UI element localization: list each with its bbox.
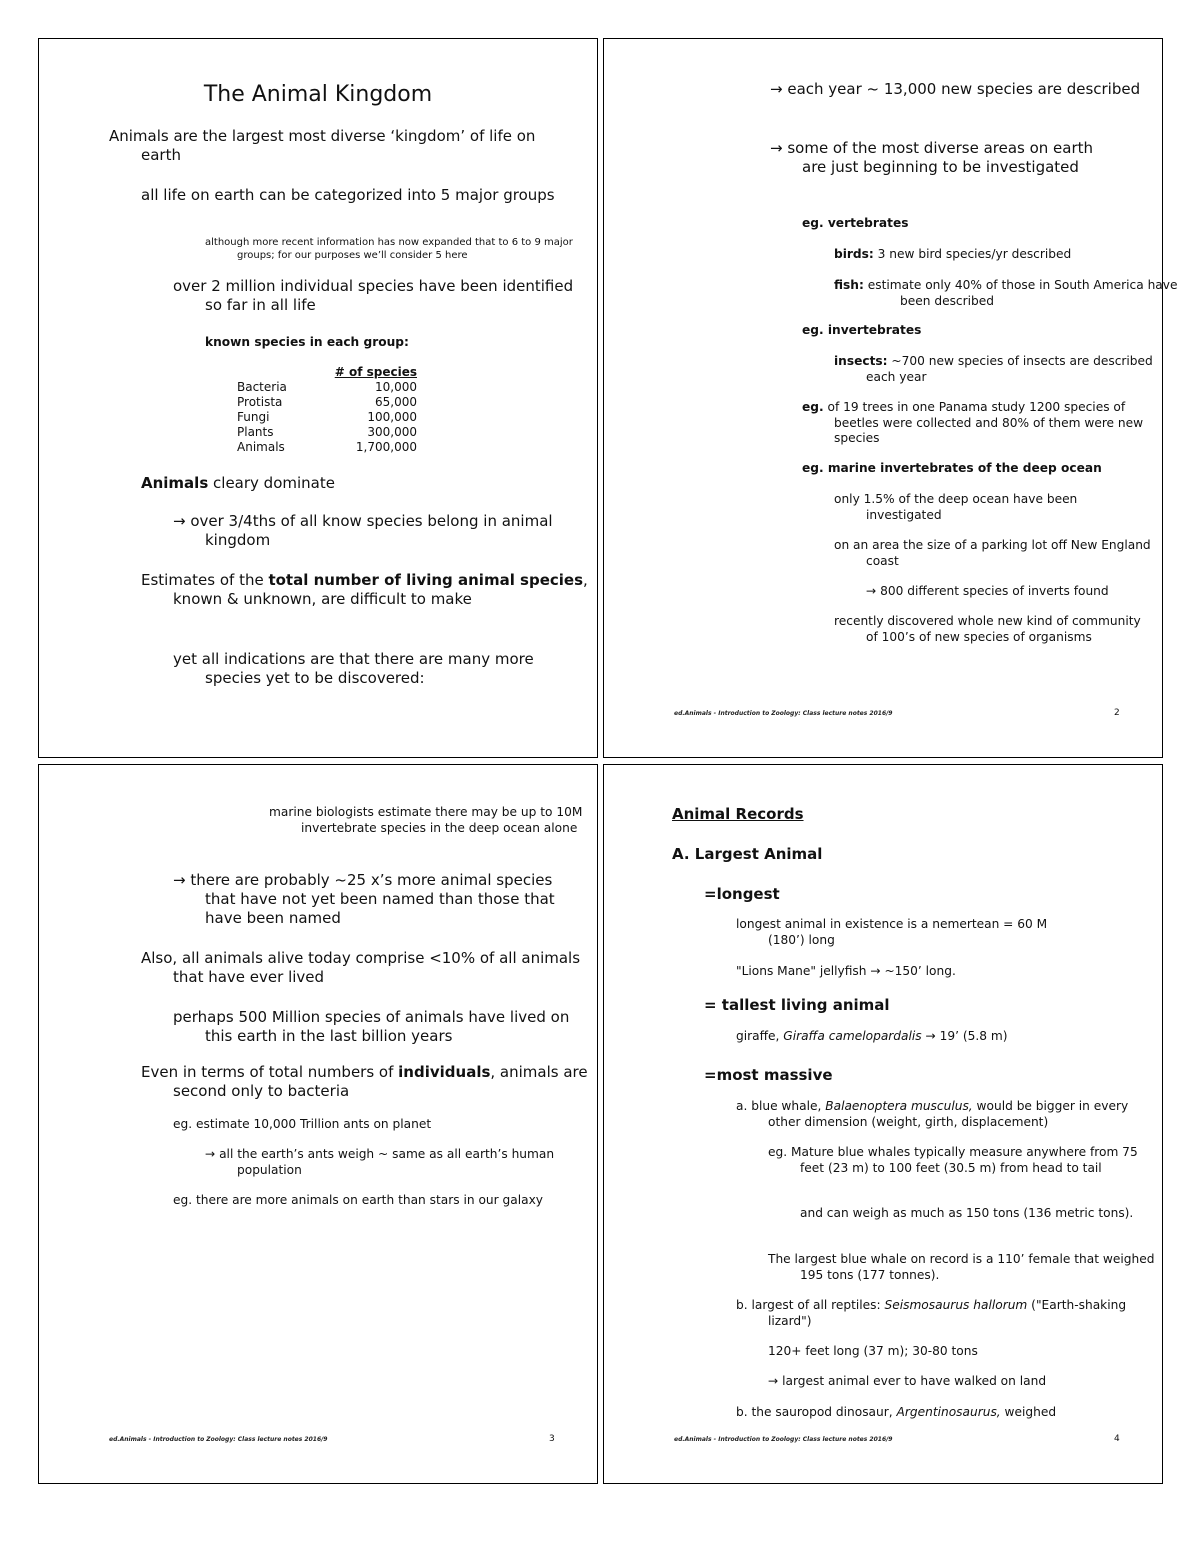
ants-text: eg. estimate 10,000 Trillion ants on planet <box>173 1117 432 1131</box>
estimates-pre: Estimates of the <box>141 571 269 589</box>
sauropod-text <box>736 1405 1056 1421</box>
blue-whale-text <box>736 1099 1158 1130</box>
ants-weigh-text: → all the earth’s ants weigh ~ same as all earth’s human population <box>205 1147 555 1177</box>
birds-text <box>834 247 1071 263</box>
table-row <box>237 410 417 425</box>
page-2 <box>603 38 1178 758</box>
reptiles-text <box>736 1298 1128 1329</box>
walked-text: → largest animal ever to have walked on land <box>768 1374 1047 1388</box>
page-4 <box>603 764 1163 1484</box>
whale-italic: Balaenoptera musculus, <box>825 1099 973 1113</box>
intro-text: Animals are the largest most diverse ‘kingdom’ of life on earth <box>109 127 536 165</box>
reptiles-post: ("Earth-shaking lizard") <box>768 1298 1127 1328</box>
table-cell: Bacteria <box>237 380 287 394</box>
whale-post: would be bigger in every other dimension (weight, girth, displacement) <box>768 1099 1129 1129</box>
groups-text: all life on earth can be categorized into 5 major groups <box>141 186 555 204</box>
jellyfish-text: "Lions Mane" jellyfish → ~150’ long. <box>736 964 956 978</box>
table-cell: 10,000 <box>375 380 417 394</box>
species-table-header: # of species <box>334 365 417 379</box>
longest-heading: =longest <box>704 885 780 903</box>
table-cell: Plants <box>237 425 274 439</box>
species-table <box>237 365 417 455</box>
even-bold: individuals <box>398 1063 491 1081</box>
trees-label: eg. <box>802 400 824 414</box>
also-text: Also, all animals alive today comprise <10% of all animals that have ever lived <box>141 949 581 987</box>
table-cell: Fungi <box>237 410 270 424</box>
trees-text <box>802 400 1164 447</box>
section-heading: Animal Records <box>672 805 804 823</box>
sauropod-post: weighed <box>1000 1405 1057 1419</box>
perhaps-text: perhaps 500 Million species of animals have lived on this earth in the last billion years <box>173 1008 570 1046</box>
dominate-rest: cleary dominate <box>208 474 335 492</box>
page-3 <box>38 764 598 1484</box>
parking-lot-text: on an area the size of a parking lot off New England coast <box>834 538 1151 568</box>
table-row <box>237 440 417 455</box>
each-year-text: → each year ~ 13,000 new species are described <box>770 80 1141 98</box>
estimates-text <box>141 571 593 609</box>
even-text <box>141 1063 593 1101</box>
table-cell: 300,000 <box>367 425 417 439</box>
tallest-heading: = tallest living animal <box>704 996 890 1014</box>
marine-biologists-text: marine biologists estimate there may be up to 10M invertebrate species in the deep ocean alone <box>269 805 583 835</box>
page-number: 4 <box>1114 1434 1120 1444</box>
largest-record-text: The largest blue whale on record is a 110’ female that weighed 195 tons (177 tonnes). <box>768 1252 1155 1282</box>
even-post: , animals are second only to bacteria <box>173 1063 588 1101</box>
yet-text: yet all indications are that there are many more species yet to be discovered: <box>173 650 534 688</box>
sauropod-italic: Argentinosaurus, <box>896 1405 1001 1419</box>
community-text: recently discovered whole new kind of community of 100’s of new species of organisms <box>834 614 1141 644</box>
eg-marine: eg. marine invertebrates of the deep ocean <box>802 461 1102 475</box>
page-footer: ed.Animals - Introduction to Zoology: Class lecture notes 2016/9 <box>674 710 893 717</box>
giraffe-post: → 19’ (5.8 m) <box>921 1029 1008 1043</box>
whale-pre: a. blue whale, <box>736 1099 826 1113</box>
trees-rest: of 19 trees in one Panama study 1200 species of beetles were collected and 80% of them were new species <box>823 400 1144 446</box>
known-heading: known species in each group: <box>205 335 409 349</box>
giraffe-pre: giraffe, <box>736 1029 784 1043</box>
fish-rest: estimate only 40% of those in South America have been described <box>863 278 1178 308</box>
page-number: 3 <box>549 1434 555 1444</box>
estimates-post: , known & unknown, are difficult to make <box>173 571 588 609</box>
dominate-bold: Animals <box>141 474 209 492</box>
dominate-text <box>141 474 335 493</box>
estimates-bold: total number of living animal species <box>268 571 584 589</box>
page-1 <box>38 38 598 758</box>
birds-rest: 3 new bird species/yr described <box>873 247 1072 261</box>
three-quarters-text: → over 3/4ths of all know species belong in animal kingdom <box>173 512 553 550</box>
probably-text: → there are probably ~25 x’s more animal species that have not yet been named than those that have been named <box>173 871 555 928</box>
even-pre: Even in terms of total numbers of <box>141 1063 399 1081</box>
deep-ocean-text: only 1.5% of the deep ocean have been investigated <box>834 492 1078 522</box>
page-number: 2 <box>1114 708 1120 718</box>
giraffe-text <box>736 1029 1007 1045</box>
reptiles-pre: b. largest of all reptiles: <box>736 1298 885 1312</box>
diverse-areas-text: → some of the most diverse areas on earth are just beginning to be investigated <box>770 139 1094 177</box>
eg-vertebrates: eg. vertebrates <box>802 216 909 230</box>
fish-text <box>834 278 1190 309</box>
weigh-text: and can weigh as much as 150 tons (136 metric tons). <box>800 1206 1134 1220</box>
eg-invertebrates: eg. invertebrates <box>802 323 922 337</box>
stars-text: eg. there are more animals on earth than stars in our galaxy <box>173 1193 543 1207</box>
feet-text: 120+ feet long (37 m); 30-80 tons <box>768 1344 978 1358</box>
table-cell: 100,000 <box>367 410 417 424</box>
insects-rest: ~700 new species of insects are described each year <box>866 354 1153 384</box>
groups-note: although more recent information has now expanded that to 6 to 9 major groups; for our purposes we’ll consider 5 here <box>205 237 573 261</box>
table-row <box>237 380 417 395</box>
inverts-found-text: → 800 different species of inverts found <box>866 584 1109 598</box>
page-footer: ed.Animals - Introduction to Zoology: Class lecture notes 2016/9 <box>109 1436 328 1443</box>
birds-label: birds: <box>834 247 874 261</box>
nemertean-text: longest animal in existence is a nemertean = 60 M (180’) long <box>736 917 1048 947</box>
sauropod-pre: b. the sauropod dinosaur, <box>736 1405 897 1419</box>
table-cell: 1,700,000 <box>355 440 417 454</box>
giraffe-italic: Giraffa camelopardalis <box>783 1029 922 1043</box>
page-title: The Animal Kingdom <box>203 82 433 107</box>
section-a-heading: A. Largest Animal <box>672 845 823 863</box>
table-cell: 65,000 <box>375 395 417 409</box>
insects-text <box>834 354 1156 385</box>
table-row <box>237 395 417 410</box>
most-massive-heading: =most massive <box>704 1066 833 1084</box>
table-row <box>237 425 417 440</box>
identified-text: over 2 million individual species have been identified so far in all life <box>173 277 574 315</box>
table-cell: Animals <box>237 440 285 454</box>
page-footer: ed.Animals - Introduction to Zoology: Class lecture notes 2016/9 <box>674 1436 893 1443</box>
mature-whales-text: eg. Mature blue whales typically measure anywhere from 75 feet (23 m) to 100 feet (30.5 m) from head to tail <box>768 1145 1138 1175</box>
reptiles-italic: Seismosaurus hallorum <box>884 1298 1028 1312</box>
fish-label: fish: <box>834 278 864 292</box>
table-cell: Protista <box>237 395 283 409</box>
insects-label: insects: <box>834 354 888 368</box>
